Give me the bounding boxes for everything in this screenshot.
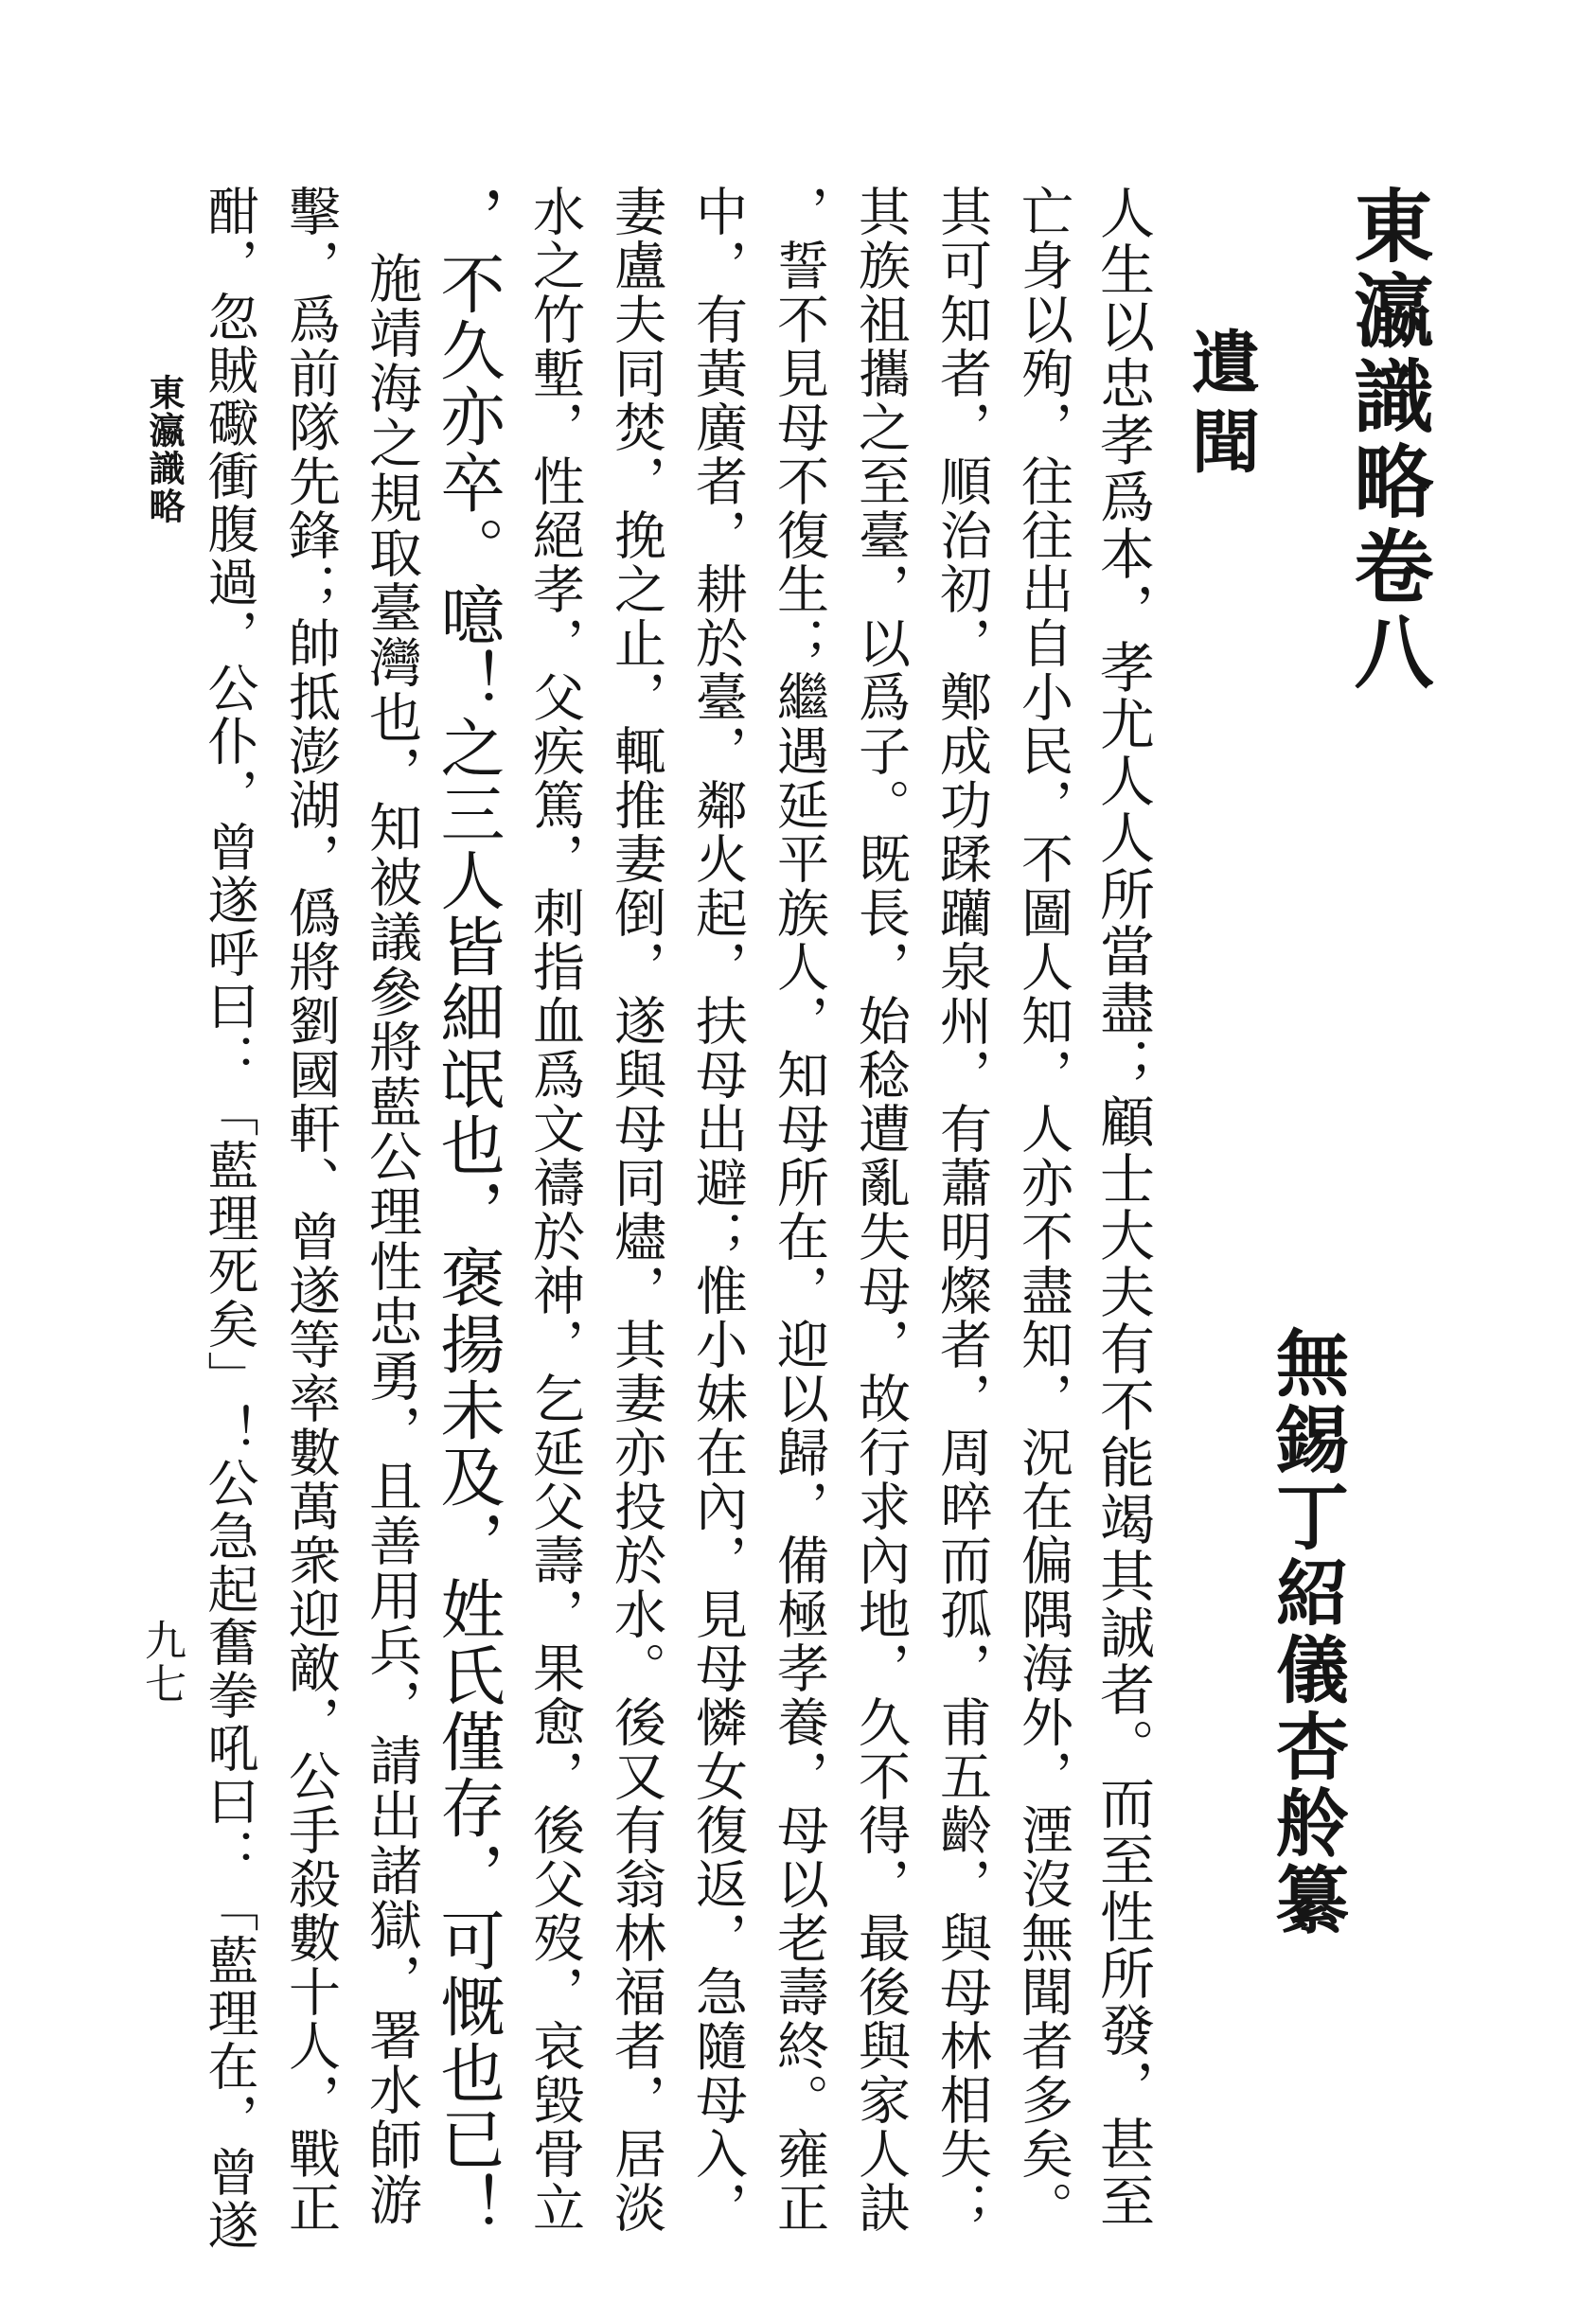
body-column: 水之竹塹，性絕孝，父疾篤，刺指血爲文禱於神，乞延父壽，果愈，後父歿，哀毀骨立 bbox=[524, 185, 585, 2235]
body-column: 人生以忠孝爲本，孝尤人人所當盡；顧士大夫有不能竭其誠者。而至性所發，甚至 bbox=[1091, 185, 1155, 2229]
author-line: 無錫丁紹儀杏舲纂 bbox=[1264, 1325, 1349, 1939]
body-column: 其可知者，順治初，鄭成功蹂躪泉州，有蕭明燦者，周晬而孤，甫五齡，與母林相失； bbox=[931, 185, 992, 2235]
body-column: 擊，爲前隊先鋒；帥抵澎湖，僞將劉國軒、曾遂等率數萬衆迎敵，公手殺數十人，戰正 bbox=[280, 185, 341, 2235]
body-column: 其族祖攜之至臺，以爲子。既長，始稔遭亂失母，故行求內地，久不得，最後與家人訣 bbox=[850, 185, 911, 2235]
page-number: 九七 bbox=[137, 1619, 186, 1706]
running-title: 東瀛識略 bbox=[143, 374, 186, 525]
body-column: ，誓不見母不復生；繼遇延平族人，知母所在，迎以歸，備極孝養，母以老壽終。雍正 bbox=[769, 185, 829, 2235]
body-column: ，不久亦卒。噫！之三人皆細氓也，褒揚未及，姓氏僅存，可慨也已！ bbox=[430, 185, 505, 2239]
body-column: 施靖海之規取臺灣也，知被議參將藍公理性忠勇，且善用兵，請出諸獄，署水師游 bbox=[361, 251, 422, 2227]
body-column: 妻盧夫同焚，挽之止，輒推妻倒，遂與母同燼，其妻亦投於水。後又有翁林福者，居淡 bbox=[606, 185, 666, 2235]
book-title: 東瀛識略卷八 bbox=[1341, 185, 1435, 696]
body-column: 亡身以殉，往往出自小民，不圖人知，人亦不盡知，況在偏隅海外，湮沒無聞者多矣。 bbox=[1013, 185, 1073, 2235]
section-title: 遺聞 bbox=[1180, 327, 1261, 486]
body-column: 酣，忽賊礮衝腹過，公仆，曾遂呼曰：「藍理死矣」！公急起奮拳吼曰：「藍理在，曾遂 bbox=[200, 185, 259, 2252]
body-column: 中，有黃廣者，耕於臺，鄰火起，扶母出避；惟小妹在內，見母憐女復返，急隨母入， bbox=[687, 185, 748, 2235]
